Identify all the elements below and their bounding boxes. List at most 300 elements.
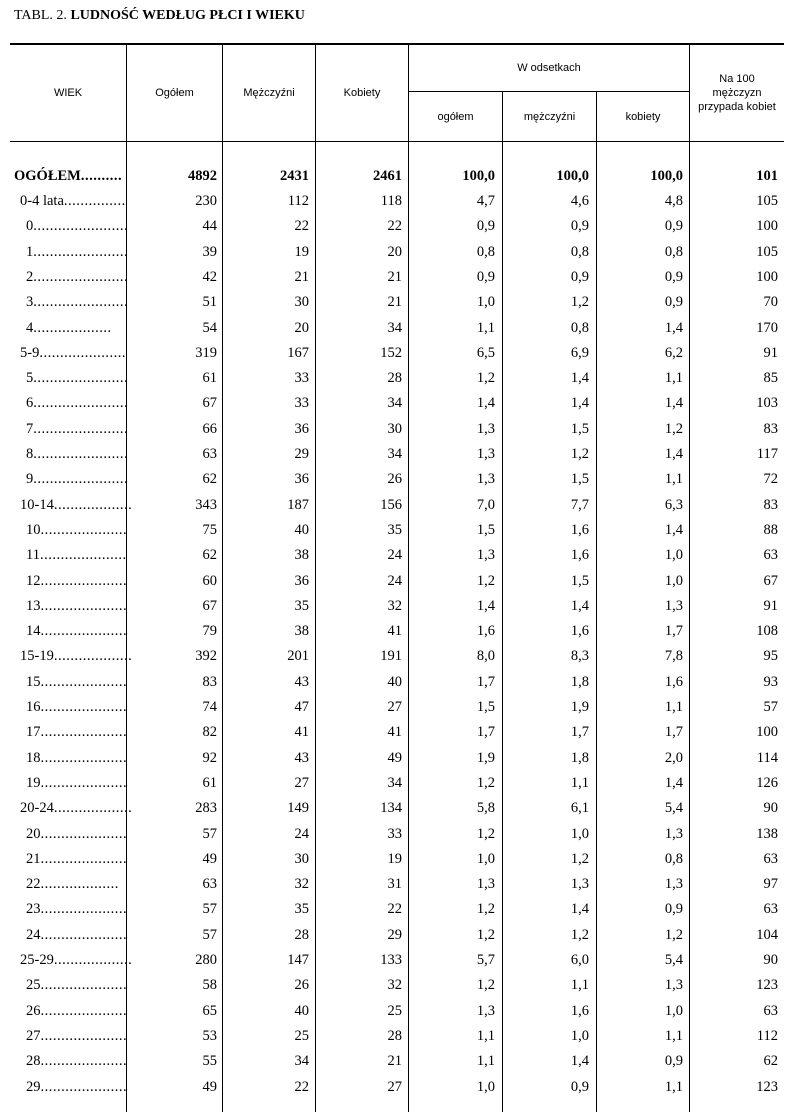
cell-pct-kobiety: 1,1 (664, 1078, 683, 1095)
cell-ogolem: 92 (202, 749, 217, 766)
row-label: 13 (26, 597, 41, 614)
leader-dots: ..................... (40, 673, 128, 690)
cell-mezczyzni: 40 (294, 521, 309, 538)
cell-wiek (26, 872, 138, 897)
cell-pct-mezczyzni: 1,5 (570, 420, 589, 437)
cell-pct-mezczyzni: 6,9 (570, 344, 589, 361)
cell-na100: 88 (763, 521, 778, 538)
row-label: OGÓŁEM (14, 168, 81, 184)
cell-pct-kobiety: 0,9 (664, 1053, 683, 1070)
cell-pct-kobiety: 0,9 (664, 268, 683, 285)
cell-mezczyzni: 29 (294, 446, 309, 462)
cell-na100: 90 (763, 800, 778, 817)
cell-kobiety: 22 (387, 218, 402, 235)
cell-pct-mezczyzni: 1,4 (570, 597, 589, 614)
cell-wiek (26, 366, 138, 391)
table-row (10, 923, 784, 948)
cell-pct-kobiety: 2,0 (664, 749, 683, 766)
cell-wiek (26, 897, 138, 922)
cell-mezczyzni: 32 (294, 876, 309, 893)
cell-ogolem: 57 (202, 825, 217, 842)
cell-pct-kobiety: 1,4 (664, 521, 683, 538)
cell-pct-ogolem: 1,2 (476, 977, 495, 994)
leader-dots: ..................... (39, 547, 127, 564)
cell-pct-ogolem: 1,0 (476, 1078, 495, 1095)
cell-na100: 170 (756, 319, 778, 336)
cell-wiek (20, 189, 132, 214)
cell-wiek (26, 822, 138, 847)
cell-kobiety: 21 (387, 1053, 402, 1070)
cell-kobiety: 40 (387, 673, 402, 690)
cell-pct-ogolem: 1,1 (476, 319, 495, 336)
table-row (10, 316, 784, 341)
cell-pct-ogolem: 5,7 (476, 952, 495, 968)
leader-dots: ..................... (40, 1002, 128, 1019)
cell-ogolem: 79 (202, 623, 217, 640)
cell-pct-kobiety: 1,4 (664, 319, 683, 336)
header-pct-kobiety: kobiety (625, 110, 661, 123)
cell-pct-kobiety: 7,8 (664, 648, 683, 665)
cell-wiek (20, 493, 132, 518)
cell-mezczyzni: 24 (294, 825, 309, 842)
leader-dots: ..................... (40, 1078, 128, 1095)
cell-na100: 63 (763, 850, 778, 867)
cell-pct-mezczyzni: 1,7 (570, 724, 589, 741)
header-wiek: WIEK (53, 87, 83, 99)
cell-mezczyzni: 21 (294, 268, 309, 285)
row-label: 11 (26, 547, 40, 564)
leader-dots: .......... (80, 168, 123, 184)
leader-dots: ..................... (40, 572, 128, 589)
cell-pct-ogolem: 1,3 (476, 446, 495, 462)
cell-kobiety: 28 (387, 370, 402, 387)
cell-kobiety: 156 (380, 496, 402, 513)
cell-na100: 85 (763, 370, 778, 387)
cell-kobiety: 34 (387, 395, 402, 412)
cell-pct-mezczyzni: 0,9 (570, 1078, 589, 1095)
leader-dots: ..................... (40, 1027, 128, 1044)
cell-na100: 97 (763, 876, 778, 893)
row-label: 7 (26, 420, 34, 437)
cell-kobiety: 31 (387, 876, 402, 893)
cell-wiek (26, 973, 138, 998)
cell-ogolem: 53 (202, 1027, 217, 1044)
cell-ogolem: 60 (202, 572, 217, 589)
cell-na100: 70 (763, 294, 778, 311)
cell-wiek (26, 543, 138, 568)
cell-na100: 100 (756, 724, 778, 741)
cell-wiek (26, 695, 138, 720)
cell-mezczyzni: 20 (294, 319, 309, 336)
row-label: 15-19 (20, 648, 54, 665)
cell-pct-kobiety: 1,3 (664, 977, 683, 994)
row-label: 24 (26, 926, 41, 943)
cell-kobiety: 34 (387, 319, 402, 336)
cell-pct-mezczyzni: 1,0 (570, 1027, 589, 1044)
leader-dots: ................... (53, 648, 132, 665)
cell-pct-ogolem: 1,4 (476, 395, 495, 412)
cell-kobiety: 2461 (373, 168, 402, 184)
cell-pct-ogolem: 1,0 (476, 294, 495, 311)
cell-mezczyzni: 36 (294, 471, 309, 488)
row-label: 4 (26, 319, 34, 336)
cell-pct-kobiety: 0,9 (664, 218, 683, 235)
cell-pct-kobiety: 1,2 (664, 420, 683, 437)
cell-mezczyzni: 35 (294, 901, 309, 918)
cell-pct-kobiety: 100,0 (650, 168, 683, 184)
cell-pct-ogolem: 1,4 (476, 597, 495, 614)
cell-pct-kobiety: 1,0 (664, 1002, 683, 1019)
cell-kobiety: 26 (387, 471, 402, 488)
cell-na100: 95 (763, 648, 778, 665)
cell-pct-kobiety: 1,1 (664, 471, 683, 488)
cell-pct-mezczyzni: 7,7 (570, 496, 589, 513)
leader-dots: ..................... (40, 825, 128, 842)
table-row (10, 164, 784, 189)
cell-na100: 105 (756, 193, 778, 209)
cell-mezczyzni: 43 (294, 673, 309, 690)
row-label: 2 (26, 268, 34, 285)
cell-pct-mezczyzni: 6,1 (570, 800, 589, 817)
cell-pct-ogolem: 1,3 (476, 1002, 495, 1019)
cell-pct-ogolem: 1,7 (476, 724, 495, 741)
cell-pct-ogolem: 0,9 (476, 268, 495, 285)
cell-mezczyzni: 2431 (280, 168, 309, 184)
cell-mezczyzni: 147 (287, 952, 309, 968)
cell-pct-ogolem: 1,7 (476, 673, 495, 690)
cell-pct-ogolem: 8,0 (476, 648, 495, 665)
cell-ogolem: 4892 (188, 168, 217, 184)
cell-kobiety: 30 (387, 420, 402, 437)
cell-pct-mezczyzni: 1,4 (570, 901, 589, 918)
table-row (10, 417, 784, 442)
cell-na100: 62 (763, 1053, 778, 1070)
row-label: 0-4 lata (20, 193, 64, 209)
cell-pct-ogolem: 1,5 (476, 699, 495, 715)
table-row (10, 214, 784, 239)
row-label: 10 (26, 521, 41, 538)
cell-wiek (26, 265, 138, 290)
cell-pct-mezczyzni: 1,6 (570, 547, 589, 564)
cell-ogolem: 67 (202, 597, 217, 614)
cell-pct-ogolem: 1,3 (476, 420, 495, 437)
leader-dots: ............... (63, 193, 126, 209)
cell-mezczyzni: 22 (294, 218, 309, 235)
table-row (10, 391, 784, 416)
cell-pct-ogolem: 1,1 (476, 1053, 495, 1070)
cell-na100: 93 (763, 673, 778, 690)
cell-na100: 112 (756, 1027, 778, 1044)
cell-na100: 105 (756, 243, 778, 260)
cell-kobiety: 21 (387, 294, 402, 311)
cell-ogolem: 57 (202, 901, 217, 918)
table-row (10, 341, 784, 366)
cell-ogolem: 39 (202, 243, 217, 260)
cell-ogolem: 58 (202, 977, 217, 994)
cell-pct-mezczyzni: 1,1 (570, 774, 589, 791)
cell-na100: 126 (756, 774, 778, 791)
cell-ogolem: 49 (202, 1078, 217, 1095)
cell-kobiety: 24 (387, 572, 402, 589)
cell-ogolem: 74 (202, 699, 217, 715)
leader-dots: ..................... (40, 749, 128, 766)
table-row (10, 948, 784, 973)
leader-dots: ................... (53, 952, 132, 968)
row-label: 27 (26, 1027, 41, 1044)
cell-mezczyzni: 43 (294, 749, 309, 766)
cell-pct-ogolem: 4,7 (476, 193, 495, 209)
cell-mezczyzni: 36 (294, 572, 309, 589)
leader-dots: ....................... (33, 395, 129, 412)
cell-na100: 83 (763, 496, 778, 513)
cell-mezczyzni: 27 (294, 774, 309, 791)
cell-mezczyzni: 26 (294, 977, 309, 994)
row-label: 9 (26, 471, 34, 488)
leader-dots: ..................... (40, 977, 128, 994)
cell-pct-mezczyzni: 1,8 (570, 673, 589, 690)
cell-ogolem: 44 (202, 218, 217, 235)
cell-pct-mezczyzni: 1,2 (570, 926, 589, 943)
cell-kobiety: 41 (387, 623, 402, 640)
cell-pct-mezczyzni: 100,0 (556, 168, 589, 184)
cell-mezczyzni: 28 (294, 926, 309, 943)
row-label: 15 (26, 673, 41, 690)
row-label: 20-24 (20, 800, 54, 817)
leader-dots: ....................... (33, 370, 129, 387)
cell-wiek (26, 1024, 138, 1049)
cell-kobiety: 49 (387, 749, 402, 766)
cell-na100: 91 (763, 597, 778, 614)
cell-pct-kobiety: 0,9 (664, 901, 683, 918)
cell-wiek (26, 1049, 138, 1074)
cell-ogolem: 343 (195, 496, 217, 513)
header-w-odsetkach: W odsetkach (517, 62, 581, 74)
table-row (10, 290, 784, 315)
cell-pct-ogolem: 1,2 (476, 370, 495, 387)
table-row (10, 670, 784, 695)
leader-dots: ..................... (40, 926, 128, 943)
table-row (10, 1049, 784, 1074)
leader-dots: ..................... (40, 850, 128, 867)
leader-dots: ................... (53, 800, 132, 817)
cell-mezczyzni: 149 (287, 800, 309, 817)
cell-mezczyzni: 33 (294, 370, 309, 387)
population-table (10, 43, 784, 1112)
table-row (10, 973, 784, 998)
cell-mezczyzni: 25 (294, 1027, 309, 1044)
row-label: 21 (26, 850, 41, 867)
cell-ogolem: 62 (202, 547, 217, 564)
table-row (10, 493, 784, 518)
cell-mezczyzni: 47 (294, 699, 309, 715)
cell-wiek (20, 796, 132, 821)
table-row (10, 518, 784, 543)
cell-ogolem: 83 (202, 673, 217, 690)
row-label: 14 (26, 623, 41, 640)
cell-kobiety: 32 (387, 597, 402, 614)
cell-ogolem: 61 (202, 370, 217, 387)
table-row (10, 543, 784, 568)
cell-pct-mezczyzni: 1,2 (570, 294, 589, 311)
cell-mezczyzni: 35 (294, 597, 309, 614)
table-row (10, 442, 784, 467)
table-row (10, 467, 784, 492)
cell-pct-mezczyzni: 1,4 (570, 370, 589, 387)
cell-wiek (26, 391, 138, 416)
cell-pct-ogolem: 1,9 (476, 749, 495, 766)
cell-pct-mezczyzni: 1,8 (570, 749, 589, 766)
cell-mezczyzni: 30 (294, 850, 309, 867)
row-label: 25 (26, 977, 41, 994)
cell-wiek (26, 847, 138, 872)
table-row (10, 822, 784, 847)
cell-pct-mezczyzni: 1,9 (570, 699, 589, 715)
cell-ogolem: 54 (202, 319, 217, 336)
cell-ogolem: 63 (202, 446, 217, 462)
cell-pct-mezczyzni: 8,3 (570, 648, 589, 665)
leader-dots: ..................... (40, 901, 128, 918)
cell-na100: 72 (763, 471, 778, 488)
cell-wiek (20, 341, 132, 366)
cell-na100: 67 (763, 572, 778, 589)
cell-pct-kobiety: 1,1 (664, 699, 683, 715)
cell-pct-kobiety: 0,8 (664, 243, 683, 260)
leader-dots: ..................... (39, 344, 126, 361)
cell-kobiety: 24 (387, 547, 402, 564)
table-row (10, 720, 784, 745)
cell-mezczyzni: 34 (294, 1053, 309, 1070)
cell-pct-mezczyzni: 4,6 (570, 193, 589, 209)
cell-pct-ogolem: 1,2 (476, 774, 495, 791)
leader-dots: ................... (40, 876, 119, 893)
cell-na100: 63 (763, 901, 778, 918)
table-row (10, 366, 784, 391)
cell-pct-mezczyzni: 0,8 (570, 319, 589, 336)
header-pct-mezczyzni: mężczyźni (523, 110, 576, 123)
row-label: 20 (26, 825, 41, 842)
table-number: TABL. 2. (14, 8, 67, 23)
leader-dots: ..................... (40, 1053, 128, 1070)
cell-kobiety: 27 (387, 1078, 402, 1095)
cell-wiek (26, 467, 138, 492)
row-label: 22 (26, 876, 41, 893)
cell-pct-ogolem: 1,2 (476, 572, 495, 589)
cell-kobiety: 22 (387, 901, 402, 918)
cell-pct-kobiety: 4,8 (664, 193, 683, 209)
cell-na100: 114 (756, 749, 778, 766)
table-row (10, 999, 784, 1024)
table-row (10, 619, 784, 644)
cell-pct-kobiety: 0,8 (664, 850, 683, 867)
cell-mezczyzni: 40 (294, 1002, 309, 1019)
cell-na100: 91 (763, 344, 778, 361)
cell-pct-mezczyzni: 1,3 (570, 876, 589, 893)
cell-wiek (26, 316, 138, 341)
cell-pct-mezczyzni: 6,0 (570, 952, 589, 968)
cell-pct-mezczyzni: 1,4 (570, 395, 589, 412)
cell-pct-ogolem: 1,2 (476, 825, 495, 842)
cell-pct-mezczyzni: 1,6 (570, 623, 589, 640)
cell-pct-ogolem: 0,8 (476, 243, 495, 260)
cell-mezczyzni: 38 (294, 547, 309, 564)
table-row (10, 796, 784, 821)
cell-pct-mezczyzni: 1,4 (570, 1053, 589, 1070)
cell-ogolem: 392 (195, 648, 217, 665)
cell-na100: 63 (763, 1002, 778, 1019)
cell-pct-mezczyzni: 1,6 (570, 521, 589, 538)
cell-wiek (26, 214, 138, 239)
cell-pct-ogolem: 6,5 (476, 344, 495, 361)
cell-kobiety: 25 (387, 1002, 402, 1019)
cell-pct-kobiety: 1,2 (664, 926, 683, 943)
table-row (10, 897, 784, 922)
row-label: 6 (26, 395, 34, 412)
cell-mezczyzni: 187 (287, 496, 309, 513)
cell-kobiety: 20 (387, 243, 402, 260)
cell-pct-mezczyzni: 1,5 (570, 572, 589, 589)
leader-dots: ..................... (40, 597, 128, 614)
cell-mezczyzni: 22 (294, 1078, 309, 1095)
table-row (10, 594, 784, 619)
table-row (10, 569, 784, 594)
row-label: 8 (26, 446, 34, 462)
cell-pct-kobiety: 1,6 (664, 673, 683, 690)
cell-pct-kobiety: 6,3 (664, 496, 683, 513)
row-label: 0 (26, 218, 34, 235)
cell-pct-kobiety: 5,4 (664, 952, 683, 968)
cell-kobiety: 28 (387, 1027, 402, 1044)
cell-pct-kobiety: 0,9 (664, 294, 683, 311)
row-label: 25-29 (20, 952, 54, 968)
cell-pct-ogolem: 1,3 (476, 547, 495, 564)
header-na100: Na 100 mężczyzn przypada kobiet (698, 73, 776, 113)
cell-wiek (26, 999, 138, 1024)
cell-na100: 57 (763, 699, 778, 715)
leader-dots: ..................... (40, 521, 128, 538)
leader-dots: ....................... (33, 471, 129, 488)
cell-na100: 90 (763, 952, 778, 968)
cell-pct-mezczyzni: 0,9 (570, 268, 589, 285)
cell-na100: 83 (763, 420, 778, 437)
cell-mezczyzni: 167 (287, 344, 309, 361)
cell-ogolem: 62 (202, 471, 217, 488)
cell-ogolem: 49 (202, 850, 217, 867)
row-label: 3 (26, 294, 34, 311)
cell-na100: 103 (756, 395, 778, 412)
leader-dots: ....................... (33, 218, 129, 235)
row-label: 29 (26, 1078, 41, 1095)
cell-na100: 100 (756, 268, 778, 285)
table-row (10, 240, 784, 265)
cell-ogolem: 63 (202, 876, 217, 893)
cell-wiek (20, 948, 132, 973)
leader-dots: ................... (33, 319, 112, 336)
cell-wiek (26, 569, 138, 594)
cell-kobiety: 118 (380, 193, 402, 209)
cell-pct-mezczyzni: 1,2 (570, 446, 589, 462)
row-label: 5 (26, 370, 34, 387)
cell-wiek (26, 240, 138, 265)
cell-wiek (26, 720, 138, 745)
cell-na100: 123 (756, 977, 778, 994)
leader-dots: ....................... (33, 446, 129, 462)
cell-ogolem: 82 (202, 724, 217, 741)
cell-ogolem: 280 (195, 952, 217, 968)
cell-na100: 117 (756, 446, 778, 462)
leader-dots: ....................... (33, 243, 129, 260)
cell-pct-mezczyzni: 1,1 (570, 977, 589, 994)
cell-wiek (26, 619, 138, 644)
